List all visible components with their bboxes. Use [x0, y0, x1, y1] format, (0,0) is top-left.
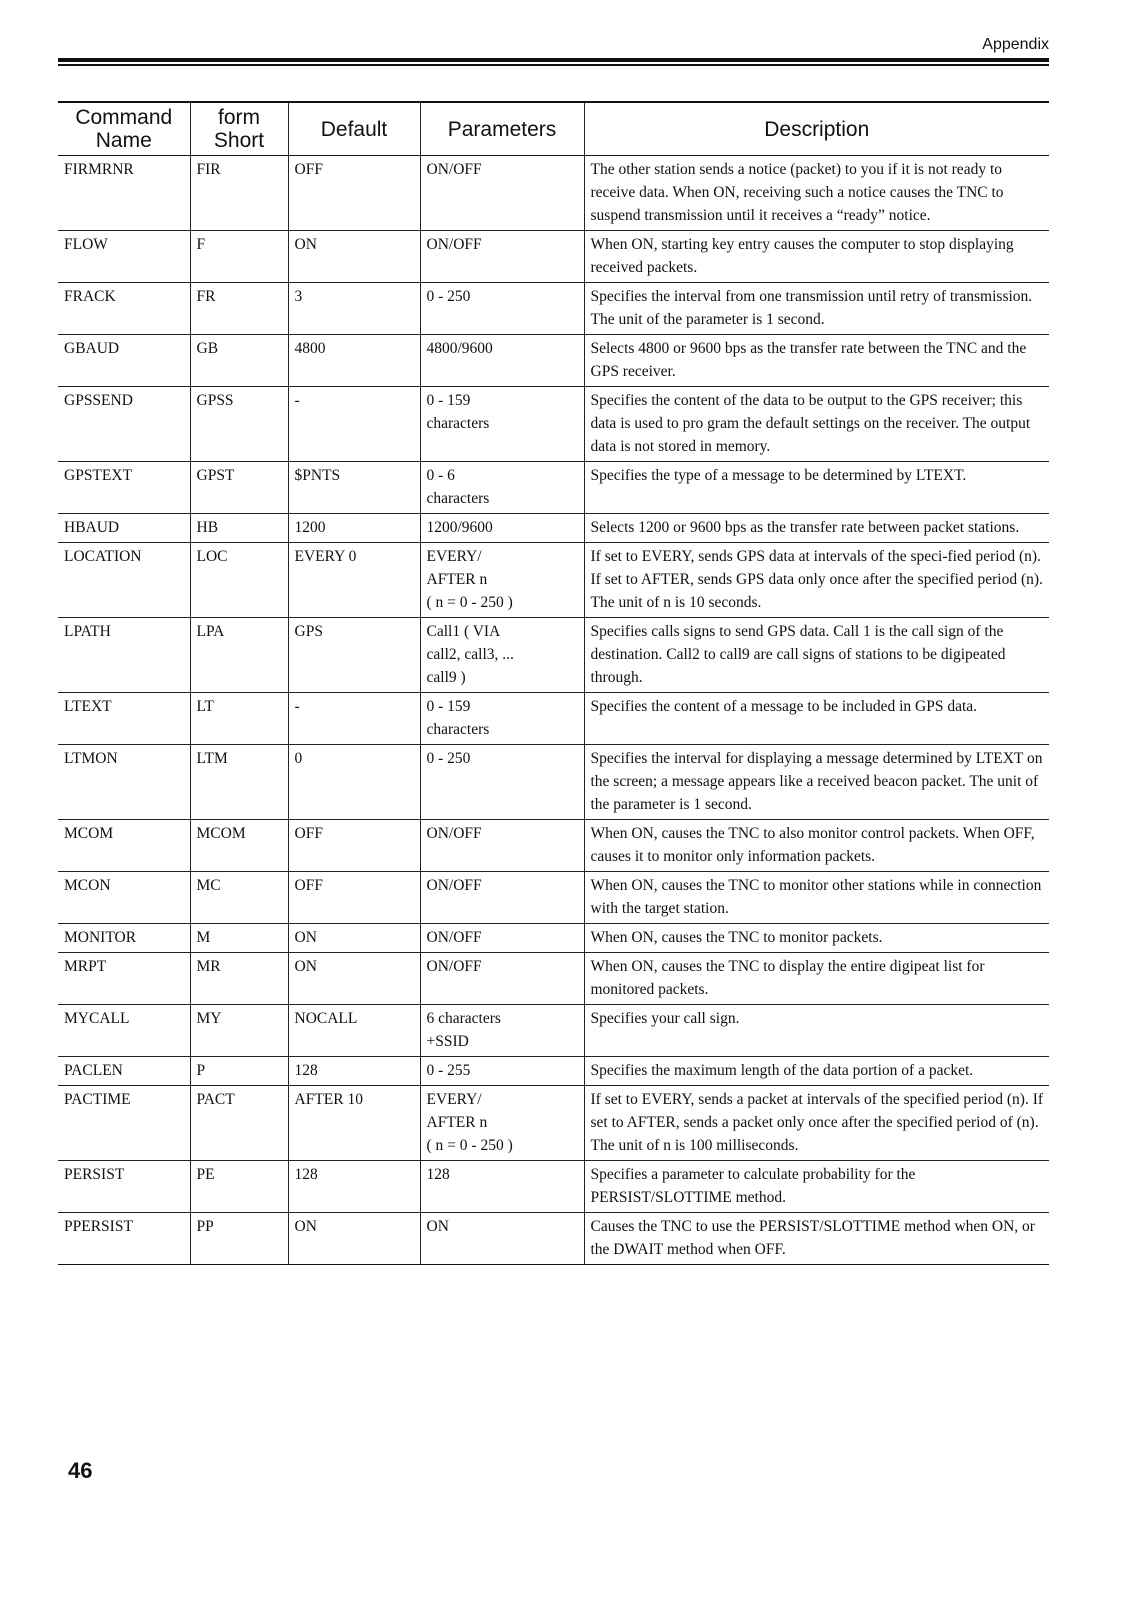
cell-default: AFTER 10	[288, 1086, 420, 1161]
cell-command-name: PACLEN	[58, 1057, 190, 1086]
cell-description: When ON, causes the TNC to also monitor control packets. When OFF, causes it to monitor only information packets.	[584, 820, 1049, 872]
cell-command-name: PACTIME	[58, 1086, 190, 1161]
cell-short-form: PE	[190, 1161, 288, 1213]
cell-default: -	[288, 693, 420, 745]
col-header-command-name: Command Name	[58, 102, 190, 156]
table-row	[58, 1161, 1049, 1213]
table-row	[58, 820, 1049, 872]
cell-default: ON	[288, 1213, 420, 1265]
cell-command-name: MCOM	[58, 820, 190, 872]
cell-short-form: MCOM	[190, 820, 288, 872]
table-row	[58, 514, 1049, 543]
cell-command-name: GBAUD	[58, 335, 190, 387]
table-row	[58, 924, 1049, 953]
cell-short-form: GB	[190, 335, 288, 387]
cell-description: If set to EVERY, sends GPS data at intervals of the speci-fied period (n). If set to AFTER, sends GPS data only once after the specified period (n). The unit of n is 10 seconds.	[584, 543, 1049, 618]
cell-default: GPS	[288, 618, 420, 693]
table-row	[58, 953, 1049, 1005]
cell-description: Specifies the interval for displaying a message determined by LTEXT on the screen; a message appears like a received beacon packet. The unit of the parameter is 1 second.	[584, 745, 1049, 820]
cell-description: Selects 1200 or 9600 bps as the transfer rate between packet stations.	[584, 514, 1049, 543]
cell-short-form: GPST	[190, 462, 288, 514]
cell-parameters: 0 - 159 characters	[420, 693, 584, 745]
cell-short-form: FIR	[190, 156, 288, 231]
col-header-default: Default	[288, 102, 420, 156]
cell-default: 3	[288, 283, 420, 335]
cell-command-name: LOCATION	[58, 543, 190, 618]
cell-command-name: MYCALL	[58, 1005, 190, 1057]
cell-default: $PNTS	[288, 462, 420, 514]
cell-parameters: ON/OFF	[420, 231, 584, 283]
cell-default: -	[288, 387, 420, 462]
col-header-description: Description	[584, 102, 1049, 156]
table-body	[58, 156, 1049, 1265]
table-row	[58, 1086, 1049, 1161]
table-row	[58, 543, 1049, 618]
cell-default: 4800	[288, 335, 420, 387]
cell-command-name: MRPT	[58, 953, 190, 1005]
cell-description: When ON, causes the TNC to display the entire digipeat list for monitored packets.	[584, 953, 1049, 1005]
cell-default: 128	[288, 1057, 420, 1086]
cell-default: ON	[288, 953, 420, 1005]
cell-short-form: LT	[190, 693, 288, 745]
cell-description: When ON, starting key entry causes the computer to stop displaying received packets.	[584, 231, 1049, 283]
cell-parameters: ON/OFF	[420, 156, 584, 231]
cell-parameters: 0 - 250	[420, 745, 584, 820]
col-header-short-form: form Short	[190, 102, 288, 156]
cell-parameters: 1200/9600	[420, 514, 584, 543]
cell-command-name: GPSTEXT	[58, 462, 190, 514]
cell-parameters: Call1 ( VIA call2, call3, ... call9 )	[420, 618, 584, 693]
cell-short-form: PP	[190, 1213, 288, 1265]
cell-parameters: 0 - 250	[420, 283, 584, 335]
table-row	[58, 156, 1049, 231]
cell-command-name: LTEXT	[58, 693, 190, 745]
table-row	[58, 1057, 1049, 1086]
cell-parameters: ON/OFF	[420, 820, 584, 872]
cell-short-form: LOC	[190, 543, 288, 618]
cell-short-form: PACT	[190, 1086, 288, 1161]
cell-command-name: LTMON	[58, 745, 190, 820]
page-number: 46	[68, 1458, 93, 1483]
table-row	[58, 387, 1049, 462]
cell-short-form: M	[190, 924, 288, 953]
cell-command-name: MCON	[58, 872, 190, 924]
cell-command-name: FLOW	[58, 231, 190, 283]
cell-short-form: GPSS	[190, 387, 288, 462]
cell-description: The other station sends a notice (packet) to you if it is not ready to receive data. When ON, receiving such a notice causes the TNC to suspend transmission until it receives a “ready” notice.	[584, 156, 1049, 231]
table-row	[58, 462, 1049, 514]
cell-default: ON	[288, 924, 420, 953]
cell-default: EVERY 0	[288, 543, 420, 618]
col-header-parameters: Parameters	[420, 102, 584, 156]
cell-short-form: MR	[190, 953, 288, 1005]
table-row	[58, 872, 1049, 924]
section-label: Appendix	[982, 36, 1049, 53]
cell-short-form: P	[190, 1057, 288, 1086]
cell-default: 1200	[288, 514, 420, 543]
cell-parameters: ON	[420, 1213, 584, 1265]
table-row	[58, 1213, 1049, 1265]
table-header-row	[58, 102, 1049, 156]
cell-short-form: LTM	[190, 745, 288, 820]
cell-description: Specifies calls signs to send GPS data. Call 1 is the call sign of the destination. Call2 to call9 are call signs of stations to be digipeated through.	[584, 618, 1049, 693]
cell-parameters: 0 - 255	[420, 1057, 584, 1086]
cell-command-name: PERSIST	[58, 1161, 190, 1213]
cell-parameters: 4800/9600	[420, 335, 584, 387]
cell-default: 128	[288, 1161, 420, 1213]
cell-short-form: FR	[190, 283, 288, 335]
cell-parameters: ON/OFF	[420, 924, 584, 953]
cell-default: 0	[288, 745, 420, 820]
cell-description: Selects 4800 or 9600 bps as the transfer rate between the TNC and the GPS receiver.	[584, 335, 1049, 387]
cell-default: ON	[288, 231, 420, 283]
table-row	[58, 745, 1049, 820]
cell-default: OFF	[288, 872, 420, 924]
cell-description: If set to EVERY, sends a packet at intervals of the specified period (n). If set to AFTER, sends a packet only once after the specified period of (n). The unit of n is 100 milliseconds.	[584, 1086, 1049, 1161]
cell-command-name: HBAUD	[58, 514, 190, 543]
cell-default: NOCALL	[288, 1005, 420, 1057]
cell-command-name: LPATH	[58, 618, 190, 693]
cell-description: Specifies the type of a message to be determined by LTEXT.	[584, 462, 1049, 514]
cell-parameters: ON/OFF	[420, 872, 584, 924]
cell-short-form: MC	[190, 872, 288, 924]
cell-parameters: 0 - 6 characters	[420, 462, 584, 514]
table-row	[58, 618, 1049, 693]
cell-parameters: ON/OFF	[420, 953, 584, 1005]
cell-description: When ON, causes the TNC to monitor other stations while in connection with the target station.	[584, 872, 1049, 924]
cell-parameters: 6 characters +SSID	[420, 1005, 584, 1057]
cell-description: Specifies the content of a message to be included in GPS data.	[584, 693, 1049, 745]
table-row	[58, 231, 1049, 283]
cell-short-form: MY	[190, 1005, 288, 1057]
command-table	[58, 101, 1049, 1265]
cell-description: Specifies your call sign.	[584, 1005, 1049, 1057]
cell-description: Specifies a parameter to calculate probability for the PERSIST/SLOTTIME method.	[584, 1161, 1049, 1213]
cell-default: OFF	[288, 820, 420, 872]
cell-command-name: PPERSIST	[58, 1213, 190, 1265]
header-rule-thin	[58, 64, 1049, 66]
cell-command-name: GPSSEND	[58, 387, 190, 462]
cell-description: Specifies the interval from one transmission until retry of transmission. The unit of the parameter is 1 second.	[584, 283, 1049, 335]
cell-description: When ON, causes the TNC to monitor packets.	[584, 924, 1049, 953]
cell-command-name: MONITOR	[58, 924, 190, 953]
cell-command-name: FIRMRNR	[58, 156, 190, 231]
table-row	[58, 693, 1049, 745]
cell-parameters: EVERY/ AFTER n ( n = 0 - 250 )	[420, 543, 584, 618]
cell-default: OFF	[288, 156, 420, 231]
cell-short-form: HB	[190, 514, 288, 543]
cell-description: Specifies the maximum length of the data portion of a packet.	[584, 1057, 1049, 1086]
table-row	[58, 283, 1049, 335]
cell-command-name: FRACK	[58, 283, 190, 335]
cell-short-form: F	[190, 231, 288, 283]
table-row	[58, 1005, 1049, 1057]
cell-parameters: EVERY/ AFTER n ( n = 0 - 250 )	[420, 1086, 584, 1161]
cell-parameters: 0 - 159 characters	[420, 387, 584, 462]
cell-description: Causes the TNC to use the PERSIST/SLOTTIME method when ON, or the DWAIT method when OFF.	[584, 1213, 1049, 1265]
cell-short-form: LPA	[190, 618, 288, 693]
cell-parameters: 128	[420, 1161, 584, 1213]
cell-description: Specifies the content of the data to be output to the GPS receiver; this data is used to pro gram the default settings on the receiver. The output data is not stored in memory.	[584, 387, 1049, 462]
header-rule	[58, 58, 1049, 62]
table-row	[58, 335, 1049, 387]
